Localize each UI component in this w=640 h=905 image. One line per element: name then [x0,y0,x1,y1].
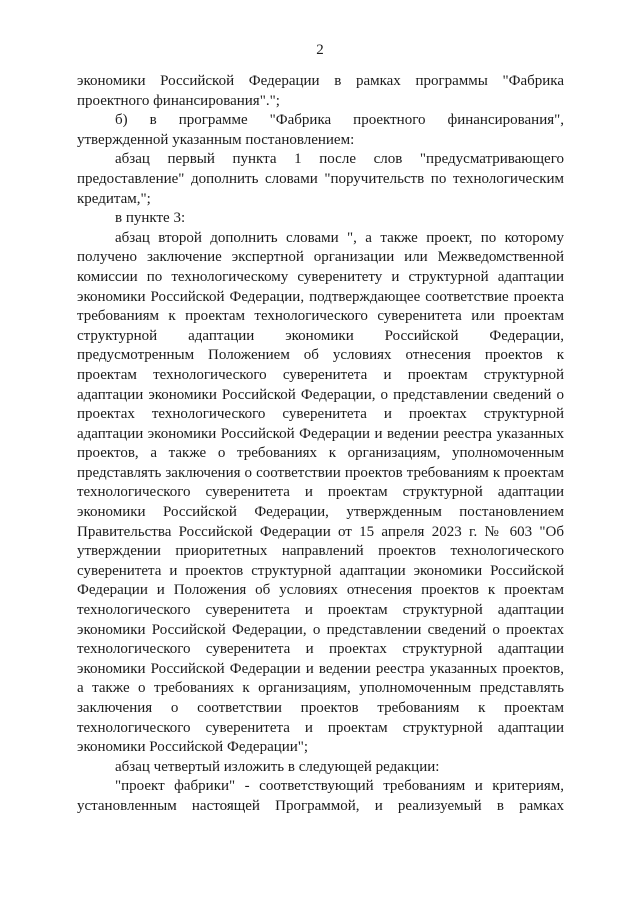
paragraph-amendment-second-abzac: абзац второй дополнить словами ", а также проект, по которому получено заключение экспертной организации или Межведомственной комиссии по технологическому суверенитету и структурной адаптации экономики Российской Федерации, подтверждающее соответствие проекта требованиям к проектам технологического суверенитета или проектам структурной адаптации экономики Российской Федерации, предусмотренным Положением об условиях отнесения проектов к проектам технологического суверенитета и проектам структурной адаптации экономики Российской Федерации, о представлении сведений о проектах технологического суверенитета и проектах структурной адаптации экономики Российской Федерации и ведении реестра указанных проектов, а также о требованиях к организациям, уполномоченным представлять заключения о соответствии проектов требованиям к проектам технологического суверенитета и проектам структурной адаптации экономики Российской Федерации, утвержденным постановлением Правительства Российской Федерации от 15 апреля 2023 г. № 603 "Об утверждении приоритетных направлений проектов технологического суверенитета и проектов структурной адаптации экономики Российской Федерации и Положения об условиях отнесения проектов к проектам технологического суверенитета и проектам структурной адаптации экономики Российской Федерации, о представлении сведений о проектах технологического суверенитета и проектах структурной адаптации экономики Российской Федерации и ведении реестра указанных проектов, а также о требованиях к организациям, уполномоченным представлять заключения о соответствии проектов требованиям к проектам технологического суверенитета и проектам структурной адаптации экономики Российской Федерации"; [77,229,564,756]
paragraph-amendment-point-1: абзац первый пункта 1 после слов "предусматривающего предоставление" дополнить словами "поручительств по технологическим кредитам,"; [77,151,564,207]
page-number: 2 [316,42,324,58]
paragraph-subitem-b: б) в программе "Фабрика проектного финансирования", утвержденной указанным постановлением: [77,112,564,148]
paragraph-continuation: экономики Российской Федерации в рамках программы "Фабрика проектного финансирования"."; [77,73,564,109]
paragraph-amendment-fourth-abzac: абзац четвертый изложить в следующей редакции: [115,758,440,775]
paragraph-definition-project: "проект фабрики" - соответствующий требованиям и критериям, установленным настоящей Программой, и реализуемый в рамках [77,778,564,814]
document-body [77,72,564,817]
paragraph-point-3-heading: в пункте 3: [115,210,186,227]
